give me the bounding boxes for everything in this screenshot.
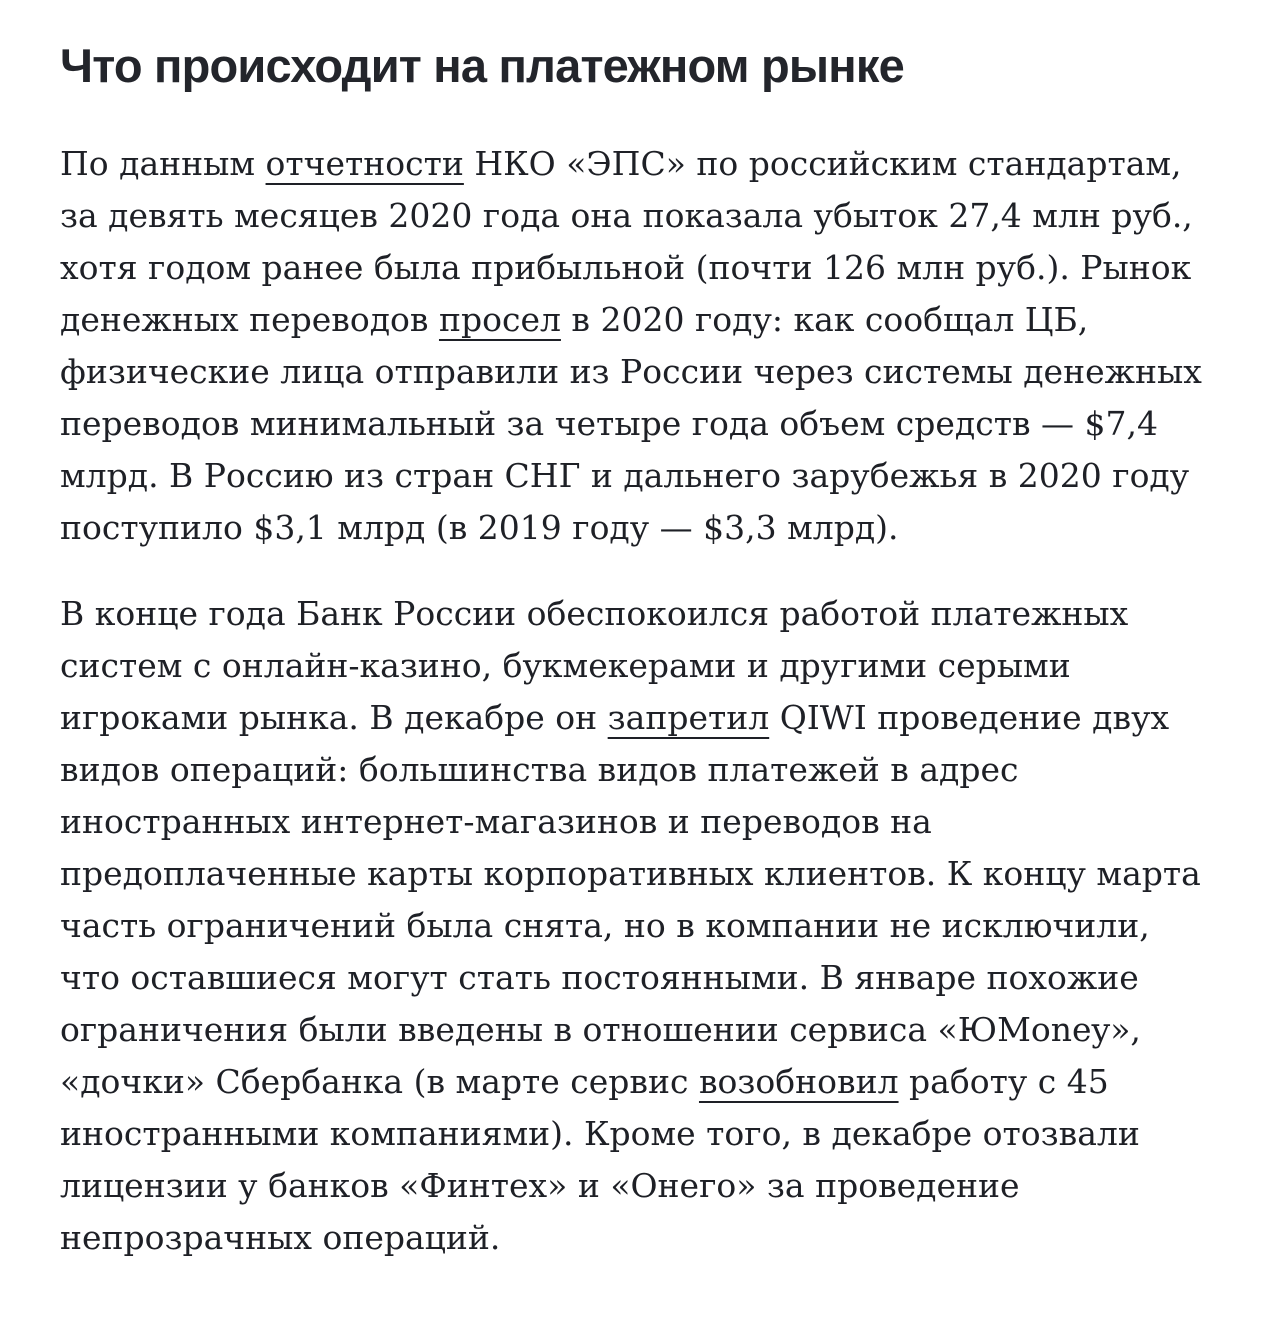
- text-segment: НКО «ЭПС» по российским стандартам, за девять месяцев 2020 года она показала убыток 27,4 млн руб., хотя годом ранее была прибыльной (почти 126 млн руб.). Рынок денежных переводов: [60, 143, 1193, 339]
- text-segment: в 2020 году: как сообщал ЦБ, физические лица отправили из России через системы денежных переводов минимальный за четыре года объем средств — $7,4 млрд. В Россию из стран СНГ и дальнего зарубежья в 2020 году поступило $3,1 млрд (в 2019 году — $3,3 млрд).: [60, 299, 1202, 547]
- inline-link[interactable]: отчетности: [265, 143, 464, 183]
- text-segment: работу с 45 иностранными компаниями). Кроме того, в декабре отозвали лицензии у банков «Финтех» и «Онего» за проведение непрозрачных операций.: [60, 1061, 1140, 1257]
- inline-link[interactable]: запретил: [607, 697, 770, 737]
- text-segment: По данным: [60, 143, 266, 183]
- article-paragraph: [60, 588, 1216, 1264]
- inline-link[interactable]: возобновил: [698, 1061, 899, 1101]
- section-heading: Что происходит на платежном рынке: [60, 39, 904, 92]
- text-segment: В конце года Банк России обеспокоился работой платежных систем с онлайн-казино, букмекерами и другими серыми игроками рынка. В декабре он: [60, 593, 1129, 737]
- inline-link[interactable]: просел: [438, 299, 561, 339]
- text-segment: QIWI проведение двух видов операций: большинства видов платежей в адрес иностранных интернет-магазинов и переводов на предоплаченные карты корпоративных клиентов. К концу марта часть ограничений была снята, но в компании не исключили, что оставшиеся могут стать постоянными. В январе похожие ограничения были введены в отношении сервиса «ЮMoney», «дочки» Сбербанка (в марте сервис: [60, 697, 1201, 1101]
- article-paragraph: [60, 138, 1216, 554]
- article-body: [60, 138, 1216, 1264]
